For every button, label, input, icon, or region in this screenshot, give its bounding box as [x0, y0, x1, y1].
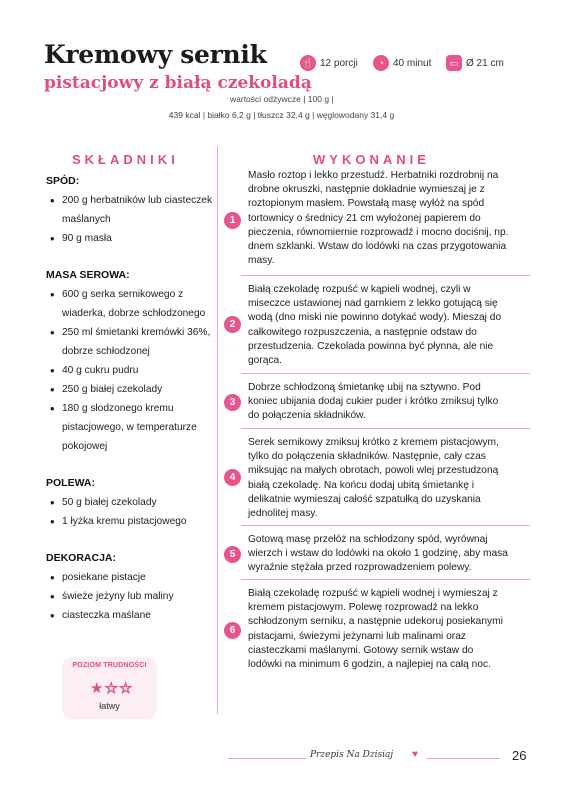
step-text: Masło roztop i lekko przestudź. Herbatniki rozdrobnij na drobne okruszki, następnie dokładnie wymieszaj je z roztopionym masłem. Powstałą masę wyłóż na spód tortownicy o średnicy 21 cm wyłożonej papierem do pieczenia, równomiernie rozprowadź i mocno dociśnij, np. dnem szklanki. Wstaw do lodówki na czas przygotowania masy.	[248, 170, 509, 267]
footer-line-left	[228, 758, 306, 759]
step-separator	[241, 579, 530, 580]
footer-brand: Przepis Na Dzisiaj	[310, 750, 394, 760]
step-text: Dobrze schłodzoną śmietankę ubij na sztywno. Pod koniec ubijania dodaj cukier puder i krótko zmiksuj tylko do połączenia składników.	[248, 382, 499, 422]
step-number: 5	[224, 546, 241, 563]
ingredient-item: • 40 g cukru pudru	[46, 361, 214, 380]
ingredient-item: • świeże jeżyny lub maliny	[46, 587, 214, 606]
star-filled-icon: ★	[90, 680, 105, 697]
ingredient-item: • 50 g białej czekolady	[46, 493, 214, 512]
time-text: 40 minut	[393, 57, 432, 69]
difficulty-level: łatwy	[99, 701, 120, 711]
cutlery-icon: 🍴	[300, 55, 316, 71]
step-separator	[241, 428, 530, 429]
ingredient-item: • 180 g słodzonego kremu pistacjowego, w temperaturze pokojowej	[46, 399, 214, 456]
baking-pan-icon: ▭	[446, 55, 462, 71]
page-number: 26	[512, 748, 527, 763]
portions-text: 12 porcji	[320, 57, 358, 69]
ingredient-item: • 90 g masła	[46, 229, 214, 248]
step-separator	[241, 525, 530, 526]
star-empty-icon: ☆☆	[104, 680, 134, 697]
step-text: Serek sernikowy zmiksuj krótko z kremem pistacjowym, tylko do połączenia składników. Następnie, cały czas miksując na małych obrotach, powoli wlej przestudzoną białą czekoladę. Na końcu dodaj ubitą śmietankę i delikatnie wymieszaj całość szpatułką do uzyskania jednolitej masy.	[248, 437, 499, 520]
difficulty-title: POZIOM TRUDNOŚCI	[72, 662, 147, 669]
step-number: 3	[224, 394, 241, 411]
step-text: Białą czekoladę rozpuść w kąpieli wodnej, czyli w miseczce ustawionej nad garnkiem z lekko gotującą się wodą (dno miski nie powinno dotykać wody). Mieszaj do całkowitego rozpuszczenia, a następnie odstaw do przestudzenia. Czekolada powinna być płynna, ale nie gorąca.	[248, 284, 502, 367]
ingredients-list	[46, 172, 214, 625]
time-info	[373, 55, 431, 71]
recipe-title: Kremowy sernik	[44, 40, 267, 69]
ingredient-group-title: SPÓD:	[46, 175, 80, 187]
ingredient-group-title: DEKORACJA:	[46, 552, 117, 564]
recipe-subtitle: pistacjowy z białą czekoladą	[44, 73, 312, 93]
step-text: Białą czekoladę rozpuść w kąpieli wodnej i wymieszaj z kremem pistacjowym. Polewę rozprowadź na lekko schłodzonym serniku, a następnie udekoruj posiekanymi pistacjami, świeżymi jeżynami lub malinami oraz ciasteczkami maślanymi. Gotowy sernik wstaw do lodówki na minimum 6 godzin, a najlepiej na całą noc.	[248, 588, 503, 671]
difficulty-badge	[62, 657, 157, 719]
step-number: 4	[224, 469, 241, 486]
footer-line-right	[426, 758, 500, 759]
portions-info	[300, 55, 358, 71]
ingredient-item: • posiekane pistacje	[46, 568, 214, 587]
step-separator	[241, 373, 530, 374]
nutrition-label: wartości odżywcze | 100 g |	[230, 94, 334, 104]
ingredient-item: • 250 g białej czekolady	[46, 380, 214, 399]
ingredient-item: • 600 g serka sernikowego z wiaderka, dobrze schłodzonego	[46, 285, 214, 323]
ingredient-item: • 1 łyżka kremu pistacjowego	[46, 512, 214, 531]
step-number: 2	[224, 316, 241, 333]
diameter-info	[446, 55, 504, 71]
column-divider	[217, 146, 218, 714]
ingredient-group-title: POLEWA:	[46, 477, 95, 489]
heart-icon: ♥	[412, 749, 418, 760]
step-number: 6	[224, 622, 241, 639]
instructions-heading: WYKONANIE	[313, 152, 430, 167]
diameter-text: Ø 21 cm	[466, 57, 504, 69]
ingredient-group-title: MASA SEROWA:	[46, 269, 130, 281]
difficulty-stars	[90, 679, 133, 697]
step-separator	[241, 275, 530, 276]
nutrition-values: 439 kcal | białko 6,2 g | tłuszcz 32,4 g | węglowodany 31,4 g	[168, 110, 395, 120]
ingredients-heading: SKŁADNIKI	[72, 152, 179, 167]
step-number: 1	[224, 212, 241, 229]
ingredient-item: • 250 ml śmietanki kremówki 36%, dobrze schłodzonej	[46, 323, 214, 361]
clock-icon: ◔	[373, 55, 389, 71]
step-text: Gotową masę przełóż na schłodzony spód, wyrównaj wierzch i wstaw do lodówki na około 1 godzinę, aby masa wyraźnie stężała przed rozprowadzeniem polewy.	[248, 534, 508, 574]
ingredient-item: • 200 g herbatników lub ciasteczek maślanych	[46, 191, 214, 229]
ingredient-item: • ciasteczka maślane	[46, 606, 214, 625]
